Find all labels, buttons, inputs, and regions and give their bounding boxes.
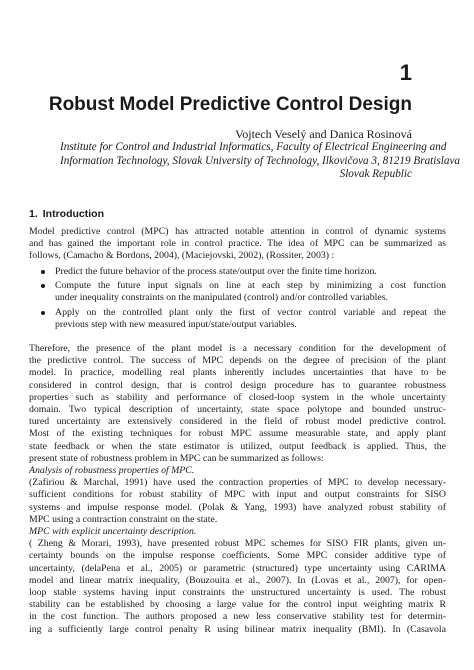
text-line: sufficient conditions for robust stability of MPC with input and output constraints for SISO: [29, 489, 446, 501]
authors: Vojtech Veselý and Danica Rosinová: [235, 127, 412, 141]
text-line: the predictive control. The success of MPC depends on the degree of precision of the plant: [29, 355, 446, 367]
bullet-dot-icon: [41, 270, 45, 274]
intro-paragraph: [29, 226, 446, 263]
text-line: certainty bounds on the impulse response coefficients. Some MPC consider additive type of: [29, 550, 446, 562]
chapter-title: Robust Model Predictive Control Design: [48, 94, 412, 115]
section-heading: [29, 208, 104, 220]
text-line: Therefore, the presence of the plant model is a necessary condition for the development of: [29, 343, 446, 354]
text-line: under inequality constraints on the manipulated (control) and/or controlled variables.: [55, 292, 388, 304]
affiliation-line: Slovak Republic: [339, 168, 412, 181]
text-line: Predict the future behavior of the process state/output over the finite time horizon.: [55, 266, 377, 277]
affiliation-line: Institute for Control and Industrial Informatics, Faculty of Electrical Engineering and: [60, 141, 447, 153]
subsection-label: Analysis of robustness properties of MPC.: [29, 465, 195, 477]
text-line: properties such as stability and performance of closed-loop system in the whole uncertainty: [29, 391, 446, 403]
chapter-number: 1: [399, 60, 412, 85]
bullet-dot-icon: [41, 284, 45, 288]
text-line: model and linear matrix inequality, (Bouzouita et al., 2007). In (Lovas et al., 2007), for open-: [29, 574, 446, 586]
body-paragraphs: [29, 343, 446, 636]
text-line: domain. Two typical description of uncertainty, state space polytope and bounded unstruc-: [29, 404, 446, 416]
subsection-label: MPC with explicit uncertainty description.: [29, 526, 197, 538]
text-line: stability can be established by choosing a large value for the control input weighting matrix R: [29, 599, 446, 611]
text-line: Most of the existing techniques for robust MPC assume measurable state, and apply plant: [29, 428, 446, 440]
text-line: ( Zheng & Morari, 1993), have presented robust MPC schemes for SISO FIR plants, given un-: [29, 538, 446, 550]
text-line: present state of robustness problem in MPC can be summarized as follows:: [29, 452, 324, 464]
text-line: tured uncertainty are extensively considered in the field of robust model predictive control.: [29, 416, 446, 428]
text-line: uncertainty, (delaPena et al., 2005) or parametric (structured) type uncertainty using CARIMA: [29, 562, 446, 574]
bullet-list: [39, 266, 446, 331]
text-line: previous step with new measured input/state/output variables.: [55, 318, 297, 330]
affiliation-line: Information Technology, Slovak University of Technology, Ilkovičova 3, 81219 Bratislava: [60, 154, 460, 167]
text-line: follows, (Camacho & Bordons, 2004), (Maciejovski, 2002), (Rossiter, 2003) :: [29, 250, 335, 262]
text-line: state feedback or when the state estimator is utilized, output feedback is applied. Thus, the: [29, 440, 446, 452]
text-line: ing a sufficiently large control penalty R using bilinear matrix inequality (BMI). In (Casavola: [29, 623, 446, 635]
text-line: Apply on the controlled plant only the first of vector control variable and repeat the: [55, 306, 446, 318]
affiliation: [60, 141, 460, 182]
bullet-dot-icon: [41, 311, 45, 315]
bullet-item: [39, 280, 446, 304]
text-line: model. In practice, modelling real plants inherently includes uncertainties that have to be: [29, 367, 446, 379]
bullet-item: [39, 266, 446, 278]
text-line: MPC using a contraction constraint on the state.: [29, 513, 218, 525]
section-number: 1.: [29, 208, 38, 220]
text-line: systems and impulse response model. (Polak & Yang, 1993) have analyzed robust stability of: [29, 501, 446, 513]
text-line: in the cost function. The authors proposed a new less conservative stability test for determin-: [29, 611, 446, 623]
text-line: Model predictive control (MPC) has attracted notable attention in control of dynamic systems: [29, 226, 446, 237]
text-line: loop stable systems having input constraints the unstructured uncertainty is used. The robust: [29, 587, 446, 599]
bullet-item: [39, 307, 446, 331]
section-title: Introduction: [42, 208, 105, 220]
text-line: considered in control design, that is control design procedure has to guarantee robustness: [29, 379, 446, 391]
text-line: Compute the future input signals on line at each step by minimizing a cost function: [55, 280, 446, 292]
text-line: and has gained the important role in control practice. The idea of MPC can be summarized as: [29, 238, 446, 250]
text-line: (Zafiriou & Marchal, 1991) have used the contraction properties of MPC to develop necessary-: [29, 477, 446, 489]
